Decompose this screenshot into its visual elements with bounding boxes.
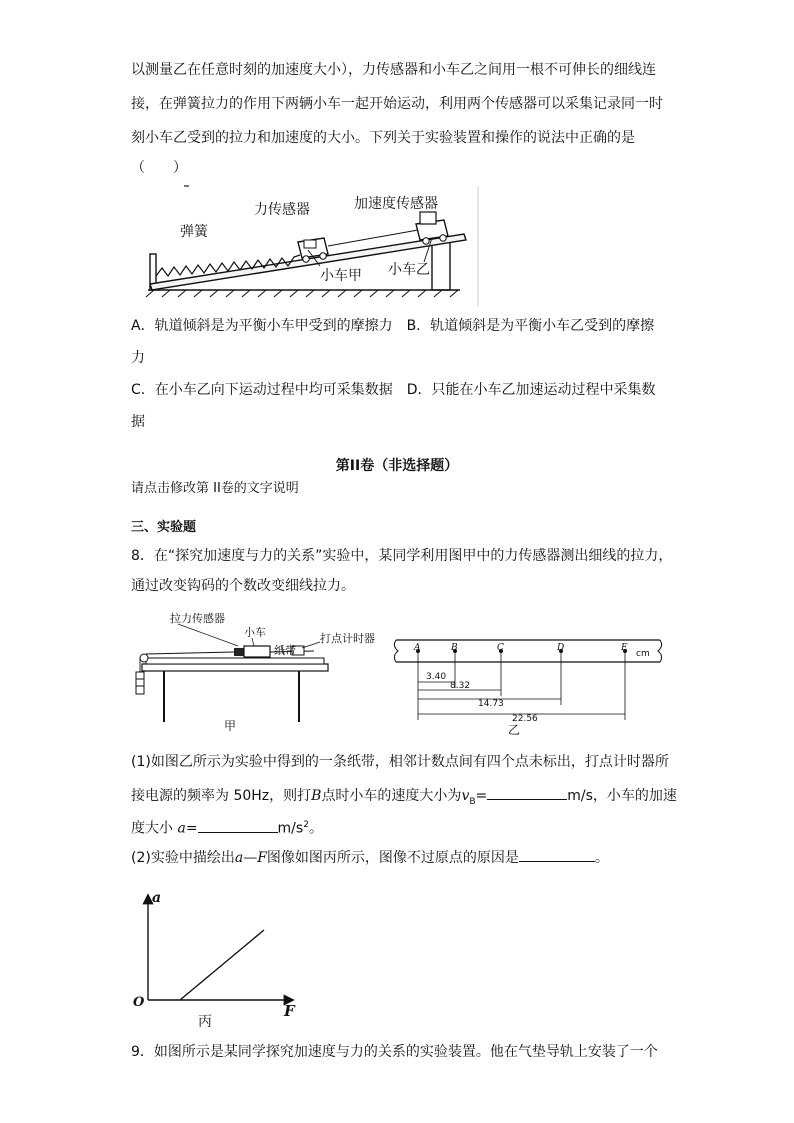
section-2-note: 请点击修改第 II卷的文字说明 (131, 481, 299, 496)
label-force-sensor: 拉力传感器 (170, 612, 225, 625)
q8-line-1: 8．在“探究加速度与力的关系”实验中，某同学利用图甲中的力传感器测出细线的拉力， (131, 548, 673, 564)
label-cart: 小车 (244, 626, 266, 639)
dist-ae: 22.56 (512, 714, 538, 724)
q8-fig-bing-graph (130, 880, 306, 1030)
cart (244, 646, 270, 657)
point-e: E (621, 643, 628, 653)
dist-ad: 14.73 (478, 699, 504, 709)
q7-stem-line-2: 接，在弹簧拉力的作用下两辆小车一起开始运动，利用两个传感器可以采集记录同一时 (131, 96, 663, 112)
q9-line-1: 9．如图所示是某同学探究加速度与力的关系的实验装置。他在气垫导轨上安装了一个 (131, 1044, 658, 1060)
q7-stem-line-1: 以测量乙在任意时刻的加速度大小），力传感器和小车乙之间用一根不可伸长的细线连 (131, 62, 656, 78)
label-timer: 打点计时器 (320, 632, 375, 645)
point-d: D (557, 643, 565, 653)
af-line (180, 930, 264, 1000)
reason-answer-blank[interactable] (519, 846, 595, 862)
label-spring: 弹簧 (180, 224, 208, 240)
q7-options-cd-cont: 据 (131, 414, 145, 430)
q7-incline-figure (142, 180, 482, 308)
pulley (140, 654, 148, 662)
dist-ab: 3.40 (426, 672, 447, 682)
y-axis-label: a (152, 890, 162, 906)
x-axis-label: F (284, 1002, 295, 1020)
q7-stem-line-3: 刻小车乙受到的拉力和加速度的大小。下列关于实验装置和操作的说法中正确的是 (131, 130, 635, 146)
origin-label: O (133, 995, 145, 1010)
vb-answer-blank[interactable] (487, 784, 567, 800)
q8-fig-jia (134, 608, 384, 738)
q8-part1-line-3: 度大小 $a= m/s^2$。 (131, 815, 323, 839)
table-top (142, 664, 328, 671)
hook-weights (136, 672, 144, 694)
tape-points (416, 649, 627, 653)
point-c: C (497, 643, 504, 653)
label-cart-jia: 小车甲 (320, 268, 362, 284)
label-force-sensor: 力传感器 (254, 202, 310, 218)
q7-answer-paren: （ ） (131, 160, 187, 176)
caption-yi: 乙 (508, 723, 521, 737)
section-2-title: 第II卷（非选择题） (335, 458, 459, 474)
accel-answer-blank[interactable] (198, 817, 278, 833)
tape-right-edge (658, 640, 662, 662)
support-block (432, 242, 450, 290)
unit-cm: cm (636, 649, 650, 659)
force-sensor-box (234, 648, 244, 656)
caption-jia: 甲 (224, 719, 237, 733)
dist-ac: 8.32 (450, 681, 471, 691)
q8-fig-yi (392, 632, 664, 738)
point-b: B (451, 643, 458, 653)
section-3-heading: 三、实验题 (131, 520, 197, 535)
label-tape: 纸带 (274, 644, 296, 657)
q8-part1-line-2: 接电源的频率为 50Hz，则打B点时小车的速度大小为$v_B= m/s$，小车的加速 (131, 784, 677, 812)
tape-left-edge (394, 640, 398, 662)
caption-bing: 丙 (198, 1014, 212, 1030)
label-cart-yi: 小车乙 (388, 262, 430, 278)
ground-hatching (146, 290, 458, 297)
q8-part2-line: (2)实验中描绘出a—F图像如图丙所示，图像不过原点的原因是 。 (131, 846, 609, 868)
pull-string (146, 652, 234, 654)
q8-part1-line-1: (1)如图乙所示为实验中得到的一条纸带，相邻计数点间有四个点未标出，打点计时器所 (131, 754, 669, 770)
q7-options-ab: A．轨道倾斜是为平衡小车甲受到的摩擦力 B．轨道倾斜是为平衡小车乙受到的摩擦 (131, 318, 655, 334)
q7-options-ab-cont: 力 (131, 350, 145, 366)
point-a: A (414, 643, 421, 653)
label-accel-sensor: 加速度传感器 (354, 196, 438, 212)
q8-line-2: 通过改变钩码的个数改变细线拉力。 (131, 578, 355, 594)
track-board (146, 658, 324, 664)
q7-options-cd: C．在小车乙向下运动过程中均可采集数据 D．只能在小车乙加速运动过程中采集数 (131, 382, 656, 398)
